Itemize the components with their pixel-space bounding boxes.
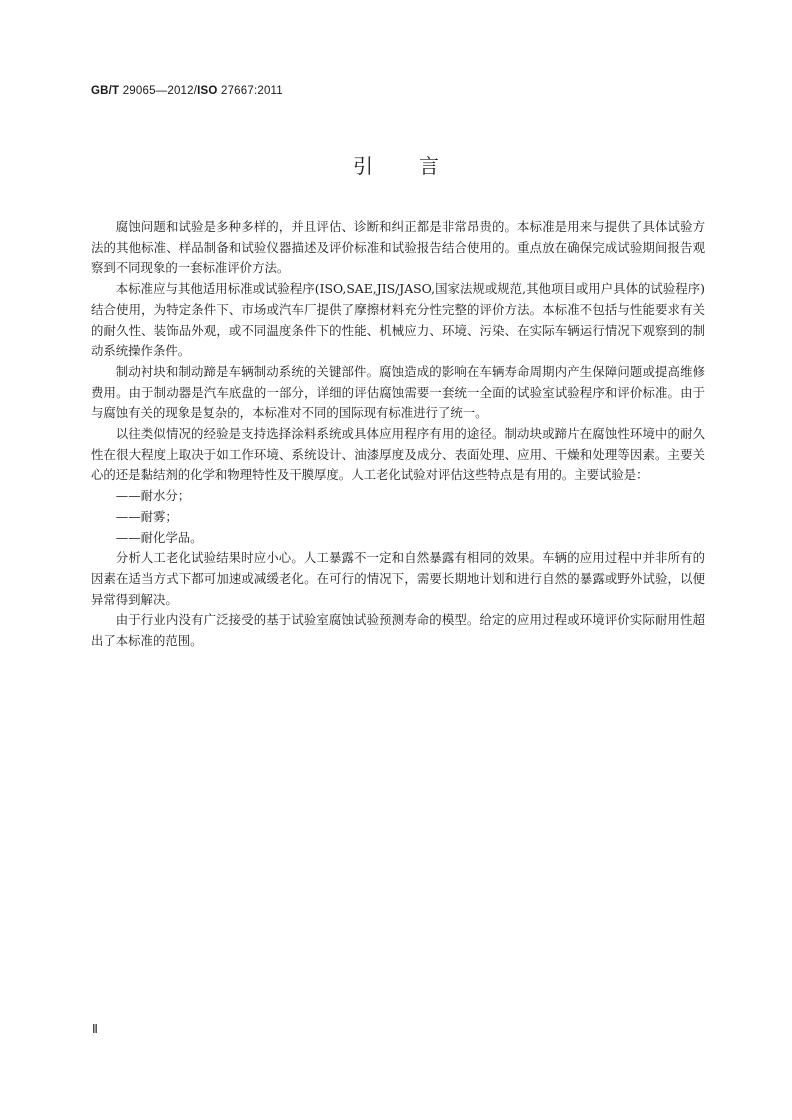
- document-code-header: [91, 85, 283, 97]
- list-item: ——耐雾；: [115, 508, 178, 524]
- paragraph: 本标准应与其他适用标准或试验程序(ISO,SAE,JIS/JASO,国家法规或规范,其他项目或用户具体的试验程序)结合使用，为特定条件下、市场或汽车厂提供了摩擦材料充分性完整的评价方法。本标准不包括与性能要求有关的耐久性、装饰品外观，或不同温度条件下的性能、机械应力、环境、污染、在实际车辆运行情况下观察到的制动系统操作条件。: [91, 281, 705, 359]
- page-title: 引言: [353, 154, 485, 178]
- paragraph: 由于行业内没有广泛接受的基于试验室腐蚀试验预测寿命的模型。给定的应用过程或环境评价实际耐用性超出了本标准的范围。: [91, 612, 705, 649]
- page-number: Ⅱ: [92, 1022, 98, 1036]
- paragraph: 分析人工老化试验结果时应小心。人工暴露不一定和自然暴露有相同的效果。车辆的应用过程中并非所有的因素在适当方式下都可加速或减缓老化。在可行的情况下，需要长期地计划和进行自然的暴露或野外试验，以便异常得到解决。: [91, 550, 705, 607]
- standard-number: 29065—2012/: [122, 85, 198, 97]
- introduction-body: [91, 217, 705, 652]
- paragraph: 以往类似情况的经验是支持选择涂料系统或具体应用程序有用的途径。制动块或蹄片在腐蚀性环境中的耐久性在很大程度上取决于如工作环境、系统设计、油漆厚度及成分、表面处理、应用、干燥和处理等因素。主要关心的还是黏结剂的化学和物理特性及干膜厚度。人工老化试验对评估这些特点是有用的。主要试验是：: [91, 426, 705, 483]
- paragraph: 腐蚀问题和试验是多种多样的，并且评估、诊断和纠正都是非常昂贵的。本标准是用来与提供了具体试验方法的其他标准、样品制备和试验仪器描述及评价标准和试验报告结合使用的。重点放在确保完成试验期间报告观察到不同现象的一套标准评价方法。: [91, 219, 705, 276]
- standard-prefix: GB/T: [91, 85, 120, 97]
- paragraph: 制动衬块和制动蹄是车辆制动系统的关键部件。腐蚀造成的影响在车辆寿命周期内产生保障问题或提高维修费用。由于制动器是汽车底盘的一部分，详细的评估腐蚀需要一套统一全面的试验室试验程序和评价标准。由于与腐蚀有关的现象是复杂的，本标准对不同的国际现有标准进行了统一。: [91, 363, 705, 421]
- iso-prefix: ISO: [197, 85, 218, 97]
- list-item: ——耐化学品。: [115, 529, 203, 545]
- list-item: ——耐水分；: [115, 488, 191, 504]
- iso-number: 27667:2011: [220, 85, 283, 97]
